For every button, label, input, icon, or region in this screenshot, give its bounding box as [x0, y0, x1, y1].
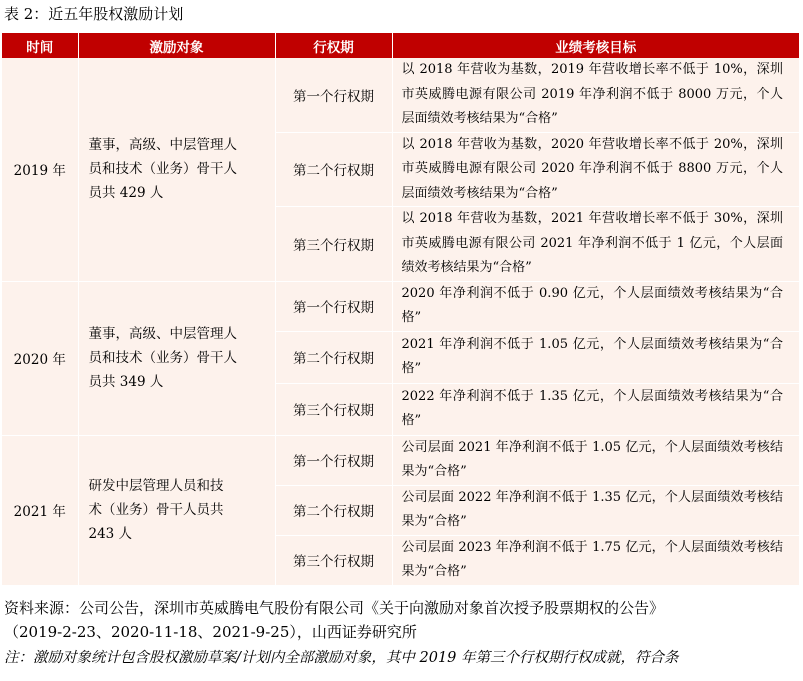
target-line: 员和技术（业务）骨干人: [88, 161, 237, 178]
period-cell: 第三个行权期: [275, 207, 392, 282]
target-line: 董事，高级、中层管理人: [88, 326, 237, 342]
target-line: 术（业务）骨干人员共: [88, 502, 224, 518]
period-cell: 第二个行权期: [275, 331, 392, 383]
header-goal: 业绩考核目标: [392, 33, 799, 58]
year-cell-2020: 2020 年: [2, 281, 78, 435]
header-period: 行权期: [275, 33, 392, 58]
footnote: 注：激励对象统计包含股权激励草案/计划内全部激励对象，其中 2019 年第三个行权期行权成就，符合条: [4, 650, 679, 666]
target-line: 员和技术（业务）骨干人: [88, 350, 237, 366]
year-cell-2021: 2021 年: [2, 435, 78, 585]
target-line: 员共 429 人: [88, 185, 164, 202]
target-line: 243 人: [88, 526, 133, 542]
goal-cell: 公司层面 2022 年净利润不低于 1.35 亿元，个人层面绩效考核结果为“合格”: [392, 485, 799, 535]
source-line: （2019-2-23、2020-11-18、2021-9-25），山西证券研究所: [4, 623, 417, 641]
period-cell: 第二个行权期: [275, 485, 392, 535]
table-row: [2, 58, 799, 132]
period-cell: 第二个行权期: [275, 132, 392, 207]
goal-cell: 以 2018 年营收为基数，2020 年营收增长率不低于 20%，深圳市英威腾电源有限公司 2020 年净利润不低于 8800 万元，个人层面绩效考核结果为“合格”: [392, 132, 799, 207]
target-line: 董事，高级、中层管理人: [88, 137, 237, 154]
source-line: 资料来源：公司公告，深圳市英威腾电气股份有限公司《关于向激励对象首次授予股票期权的公告》: [4, 599, 665, 617]
table-row: [2, 435, 799, 485]
table-row: [2, 281, 799, 331]
target-cell-2020: [78, 281, 275, 435]
header-time: 时间: [2, 33, 78, 58]
year-cell-2019: 2019 年: [2, 58, 78, 281]
target-cell-2021: [78, 435, 275, 585]
goal-cell: 以 2018 年营收为基数，2021 年营收增长率不低于 30%，深圳市英威腾电源有限公司 2021 年净利润不低于 1 亿元，个人层面绩效考核结果为“合格”: [392, 207, 799, 282]
period-cell: 第一个行权期: [275, 58, 392, 132]
period-cell: 第一个行权期: [275, 281, 392, 331]
target-line: 研发中层管理人员和技: [88, 478, 224, 494]
period-cell: 第一个行权期: [275, 435, 392, 485]
goal-cell: 2022 年净利润不低于 1.35 亿元，个人层面绩效考核结果为“合格”: [392, 383, 799, 435]
target-line: 员共 349 人: [88, 374, 164, 390]
table-caption: 表 2：近五年股权激励计划: [4, 5, 184, 23]
incentive-plan-table: [2, 33, 799, 586]
period-cell: 第三个行权期: [275, 535, 392, 585]
table-header-row: [2, 33, 799, 58]
goal-cell: 以 2018 年营收为基数，2019 年营收增长率不低于 10%，深圳市英威腾电源有限公司 2019 年净利润不低于 8000 万元，个人层面绩效考核结果为“合格”: [392, 58, 799, 132]
source-note: [4, 596, 803, 644]
goal-cell: 公司层面 2023 年净利润不低于 1.75 亿元，个人层面绩效考核结果为“合格”: [392, 535, 799, 585]
period-cell: 第三个行权期: [275, 383, 392, 435]
goal-cell: 公司层面 2021 年净利润不低于 1.05 亿元，个人层面绩效考核结果为“合格”: [392, 435, 799, 485]
target-cell-2019: [78, 58, 275, 281]
header-target: 激励对象: [78, 33, 275, 58]
goal-cell: 2021 年净利润不低于 1.05 亿元，个人层面绩效考核结果为“合格”: [392, 331, 799, 383]
goal-cell: 2020 年净利润不低于 0.90 亿元，个人层面绩效考核结果为“合格”: [392, 281, 799, 331]
